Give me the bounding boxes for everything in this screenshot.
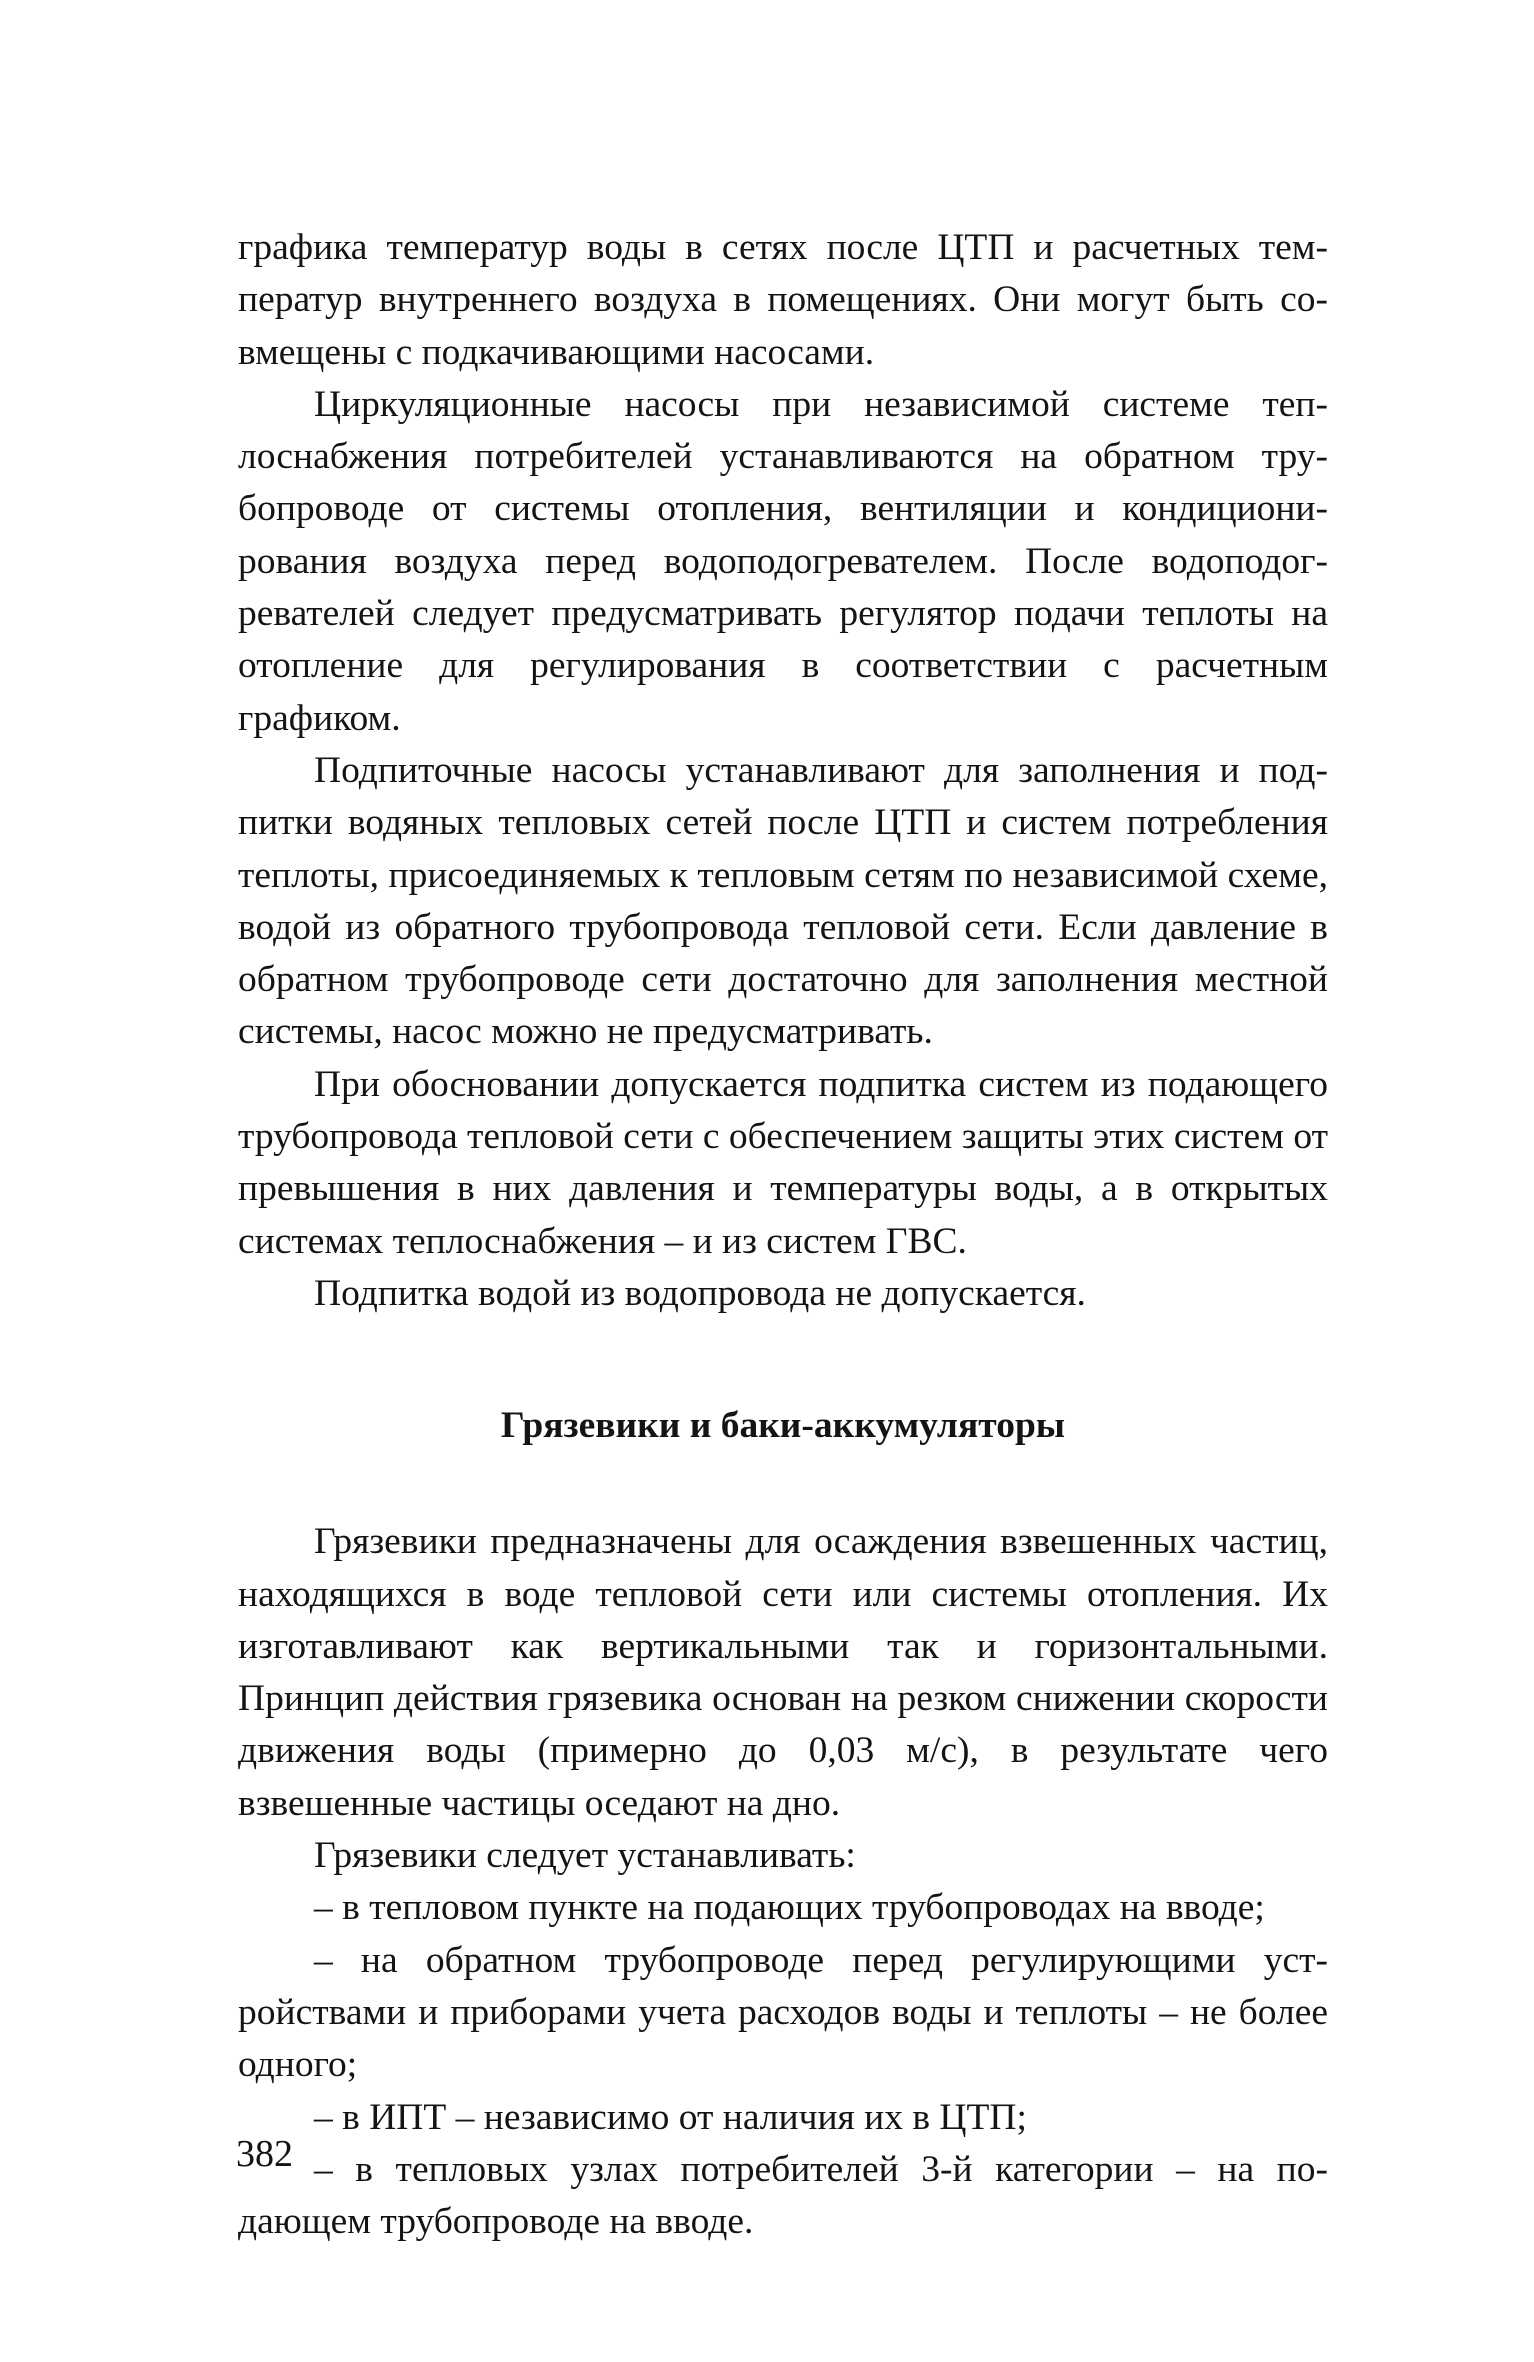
- page-number: 382: [236, 2133, 293, 2175]
- section-heading: Грязевики и баки-аккумуляторы: [500, 1405, 1066, 1447]
- paragraph-mud-traps-installation: Грязевики следует устанавливать:: [314, 1835, 856, 1877]
- list-item: – в тепловых узлах потребителей 3-й категории – на подающем трубопроводе на вводе.: [238, 2148, 1328, 2243]
- list-item: – на обратном трубопроводе перед регулирующими устройствами и приборами учета расходов воды и теплоты – не более одного;: [238, 1939, 1328, 2086]
- paragraph-makeup-justification: При обосновании допускается подпитка систем из подающего трубопровода тепловой сети с обеспечением защиты этих систем от превышения в них давления и температуры воды, а в открытых системах теплоснабжения – и из систем ГВС.: [238, 1063, 1328, 1262]
- list-item: – в ИПТ – независимо от наличия их в ЦТП;: [314, 2096, 1027, 2138]
- page-body: [238, 222, 1328, 2248]
- paragraph-circulation-pumps: Циркуляционные насосы при независимой системе теплоснабжения потребителей устанавливаются на обратном трубопроводе от системы отопления, вентиляции и кондиционирования воздуха перед водоподогревателем. После водоподогревателей следует предусматривать регулятор подачи теплоты на отопление для регулирования в соответствии с расчетным графиком.: [238, 383, 1328, 739]
- paragraph-mud-traps-purpose: Грязевики предназначены для осаждения взвешенных частиц, находящихся в воде тепловой сети или системы отопления. Их изготавливают как вертикальными так и горизонтальными. Принцип действия грязевика основан на резком снижении скорости движения воды (примерно до 0,03 м/с), в результате чего взвешенные частицы оседают на дно.: [238, 1521, 1328, 1824]
- list-item: – в тепловом пункте на подающих трубопроводах на вводе;: [314, 1887, 1265, 1929]
- paragraph-continuation: графика температур воды в сетях после ЦТП и расчетных температур внутреннего воздуха в помещениях. Они могут быть совмещены с подкачивающими насосами.: [238, 227, 1328, 373]
- paragraph-makeup-pumps: Подпиточные насосы устанавливают для заполнения и подпитки водяных тепловых сетей после ЦТП и систем потребления теплоты, присоединяемых к тепловым сетям по независимой схеме, водой из обратного трубопровода тепловой сети. Если давление в обратном трубопроводе сети достаточно для заполнения местной системы, насос можно не предусматривать.: [238, 749, 1328, 1053]
- paragraph-makeup-prohibition: Подпитка водой из водопровода не допускается.: [314, 1272, 1086, 1314]
